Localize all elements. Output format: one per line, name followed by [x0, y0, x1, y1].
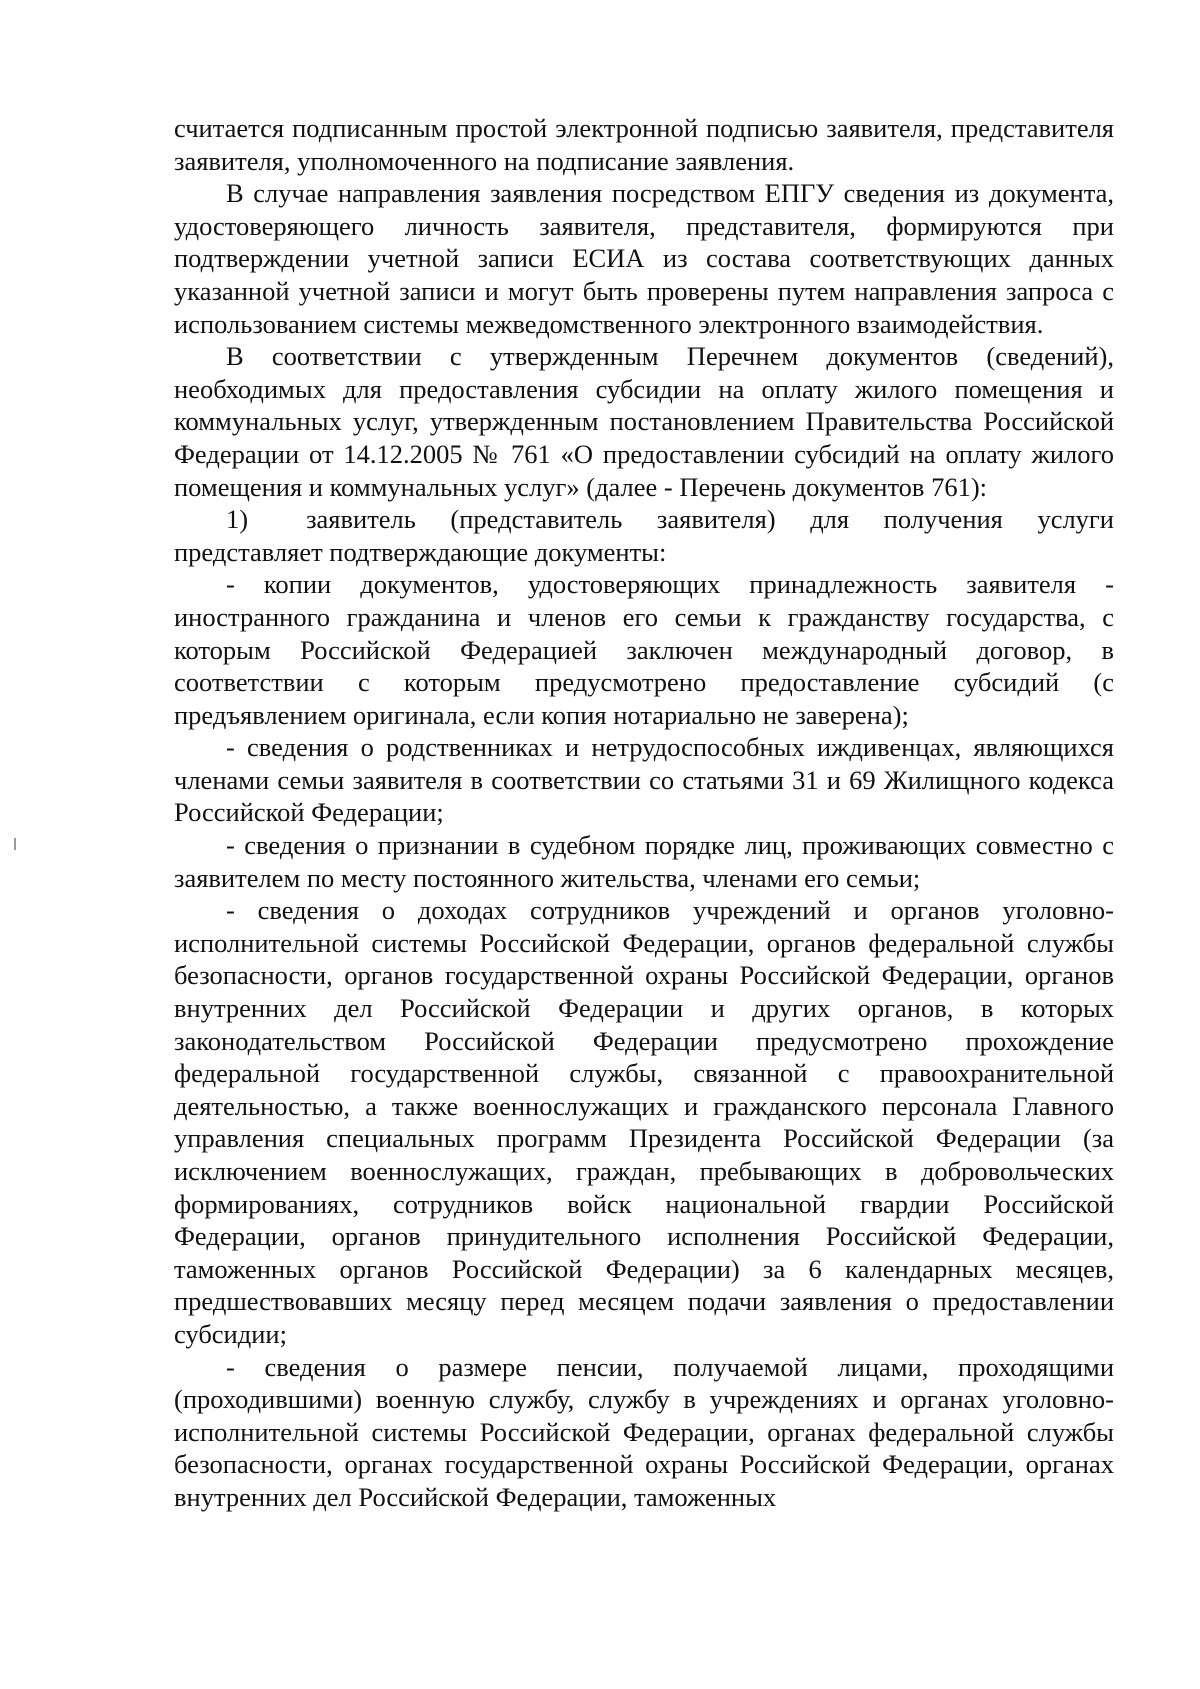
item-text: заявитель (представитель заявителя) для получения услуги представляет подтверждающие документы: [174, 504, 1114, 567]
scan-artifact-mark [14, 838, 16, 850]
list-item-relatives: - сведения о родственниках и нетрудоспособных иждивенцах, являющихся членами семьи заявителя в соответствии со статьями 31 и 69 Жилищного кодекса Российской Федерации; [174, 732, 1114, 828]
numbered-item-1 [174, 503, 1114, 568]
list-item-employee-income: - сведения о доходах сотрудников учреждений и органов уголовно-исполнительной системы Российской Федерации, органов федеральной службы безопасности, органов государственной охраны Российской Федерации, органов внутренних дел Российской Федерации и других органов, в которых законодательством Российской Федерации предусмотрено прохождение федеральной государственной службы, связанной с правоохранительной деятельностью, а также военнослужащих и гражданского персонала Главного управления специальных программ Президента Российской Федерации (за исключением военнослужащих, граждан, пребывающих в добровольческих формированиях, сотрудников войск национальной гвардии Российской Федерации, органов принудительного исполнения Российской Федерации, таможенных органов Российской Федерации) за 6 календарных месяцев, предшествовавших месяцу перед месяцем подачи заявления о предоставлении субсидии; [174, 895, 1114, 1349]
list-item-court-recognition: - сведения о признании в судебном порядке лиц, проживающих совместно с заявителем по месту постоянного жительства, членами его семьи; [174, 830, 1114, 893]
list-item-foreign-citizenship: - копии документов, удостоверяющих принадлежность заявителя - иностранного гражданина и членов его семьи к гражданству государства, с которым Российской Федерацией заключен международный договор, в соответствии с которым предусмотрено предоставление субсидий (с предъявлением оригинала, если копия нотариально не заверена); [174, 569, 1114, 730]
paragraph-continuation: считается подписанным простой электронной подписью заявителя, представителя заявителя, уполномоченного на подписание заявления. [174, 113, 1114, 176]
paragraph-document-list-761: В соответствии с утвержденным Перечнем документов (сведений), необходимых для предоставления субсидии на оплату жилого помещения и коммунальных услуг, утвержденным постановлением Правительства Российской Федерации от 14.12.2005 № 761 «О предоставлении субсидий на оплату жилого помещения и коммунальных услуг» (далее - Перечень документов 761): [174, 341, 1114, 502]
document-body [174, 112, 1114, 1514]
item-number: 1) [226, 504, 249, 535]
paragraph-epgu-identity: В случае направления заявления посредством ЕПГУ сведения из документа, удостоверяющего личность заявителя, представителя, формируются при подтверждении учетной записи ЕСИА из состава соответствующих данных указанной учетной записи и могут быть проверены путем направления запроса с использованием системы межведомственного электронного взаимодействия. [174, 178, 1114, 339]
list-item-pension-size: - сведения о размере пенсии, получаемой лицами, проходящими (проходившими) военную службу, службу в учреждениях и органах уголовно-исполнительной системы Российской Федерации, органах федеральной службы безопасности, органах государственной охраны Российской Федерации, органах внутренних дел Российской Федерации, таможенных [174, 1351, 1114, 1512]
